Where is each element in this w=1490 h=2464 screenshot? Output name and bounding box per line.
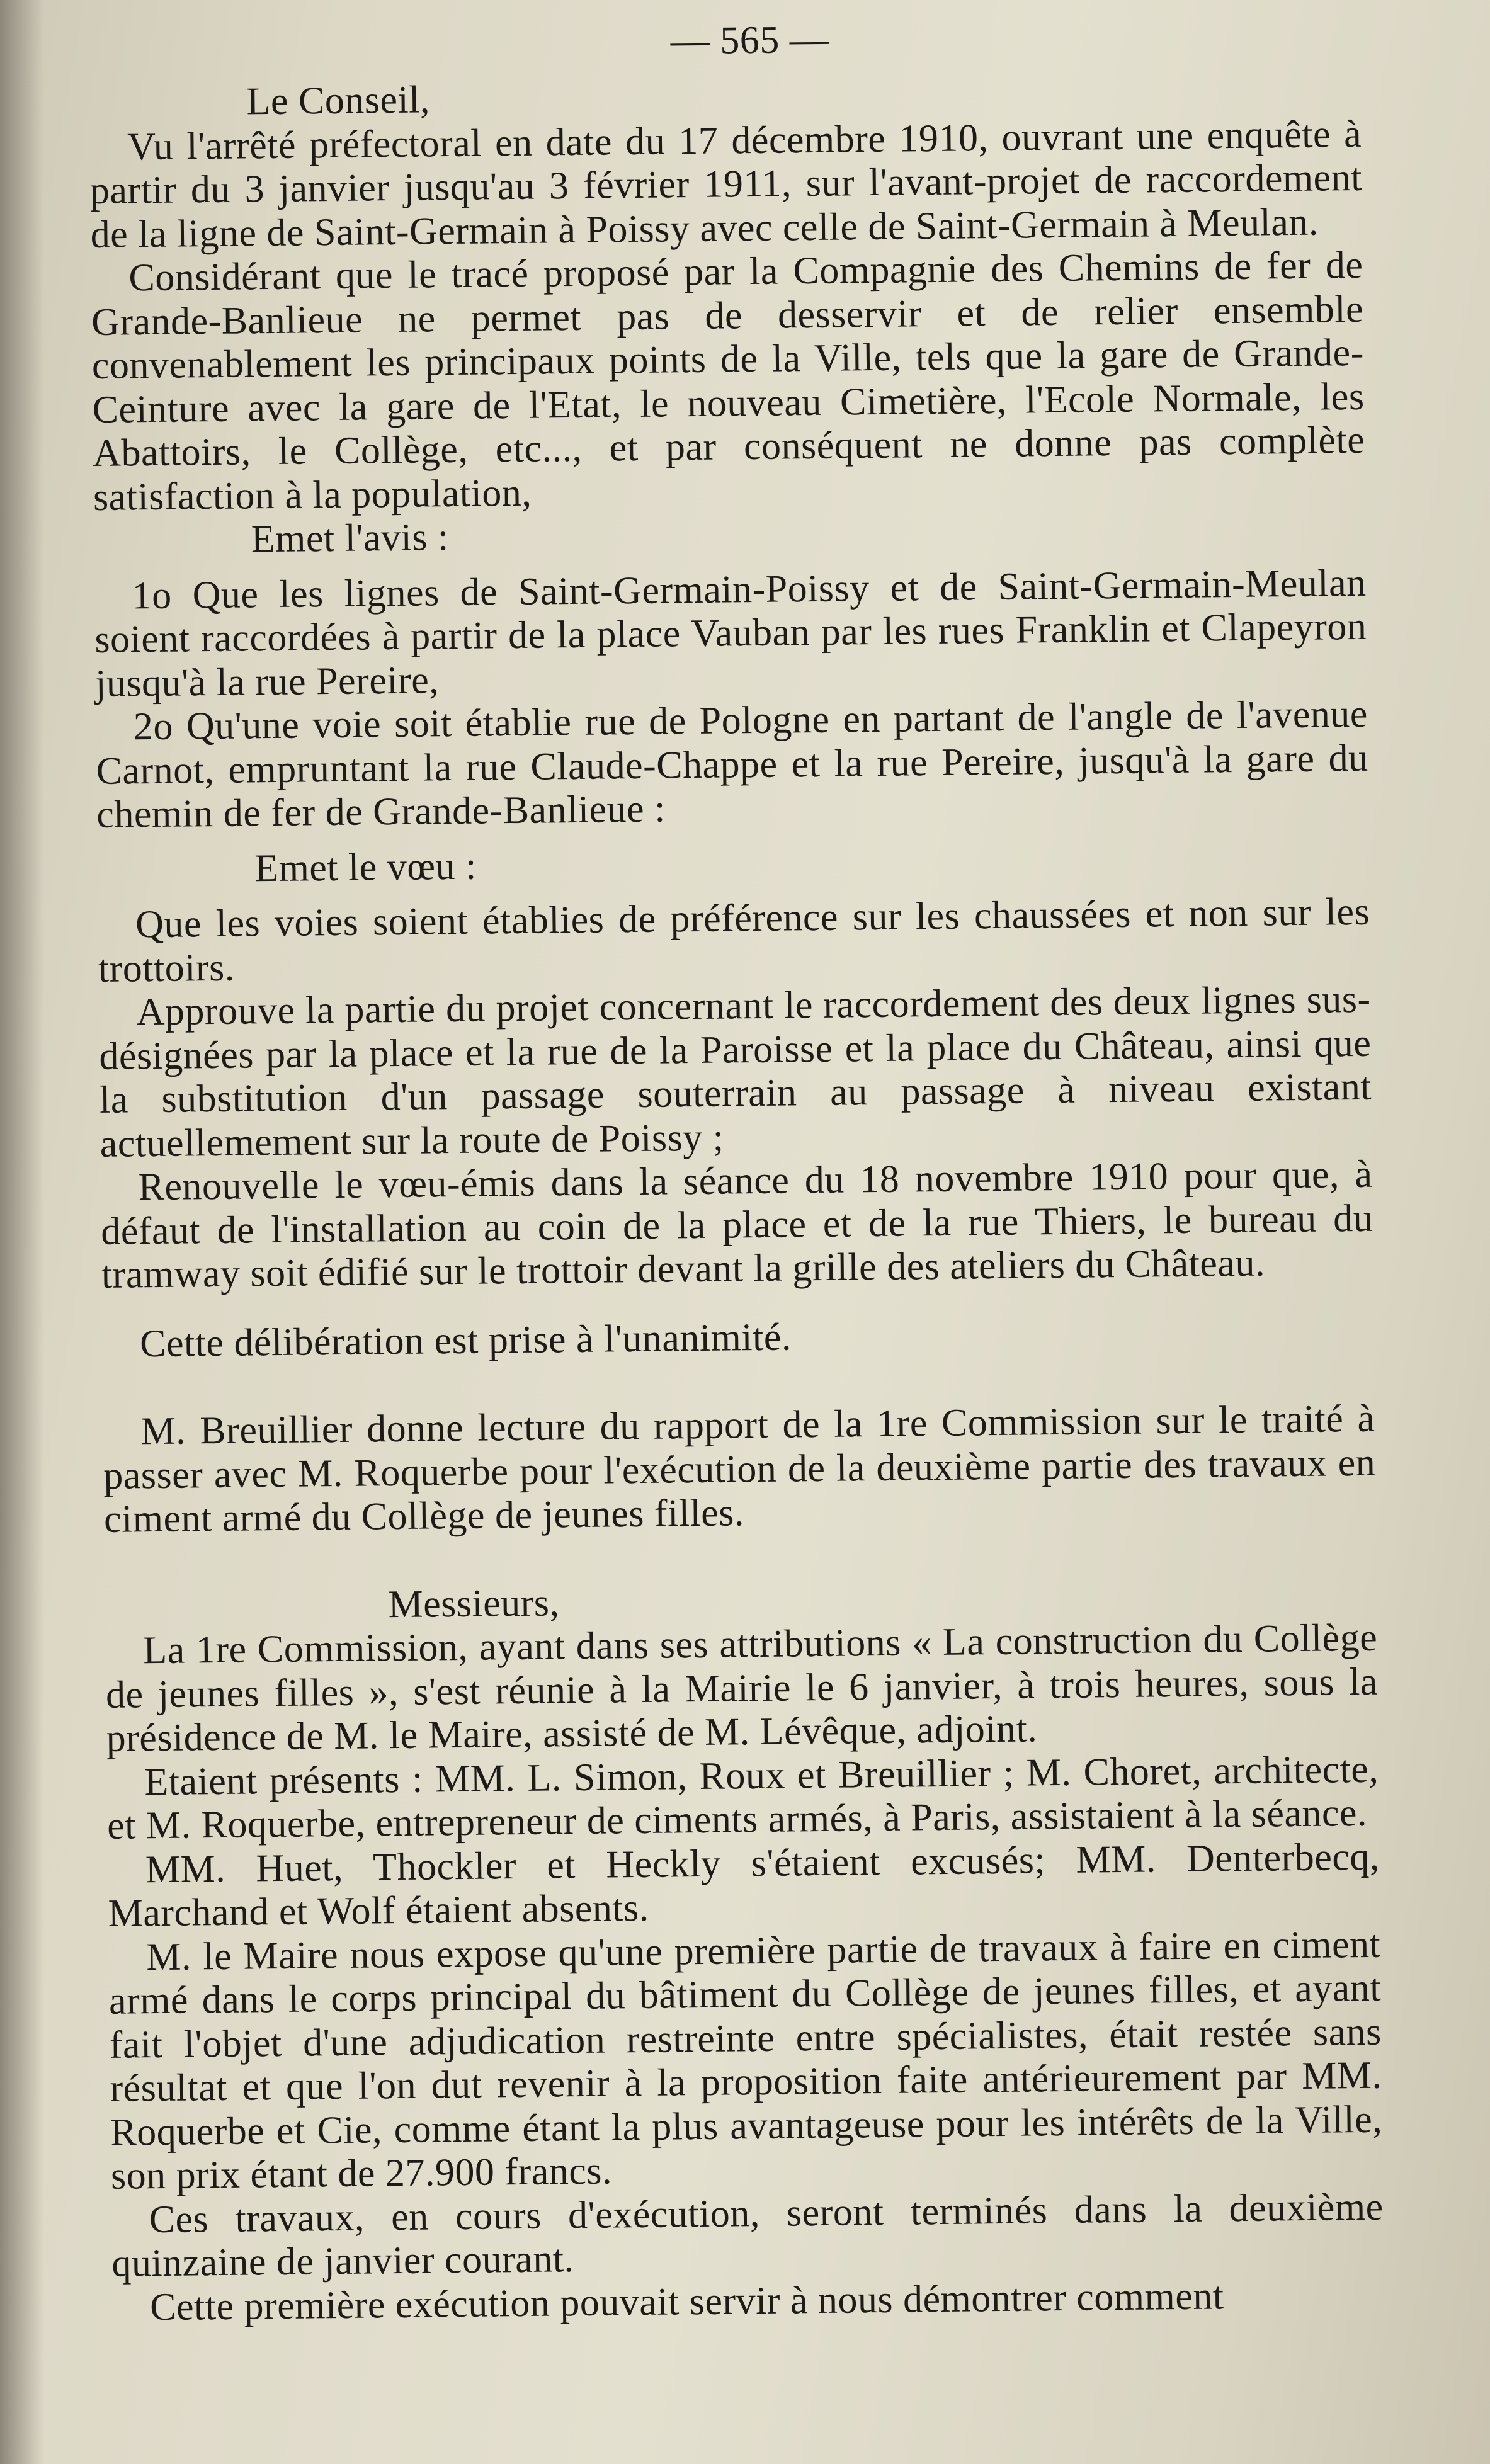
paragraph-excuses: MM. Huet, Thockler et Heckly s'étaient excusés; MM. Denterbecq, Marchand et Wolf étaient absents. [108, 1835, 1380, 1935]
paragraph-commission: La 1re Commission, ayant dans ses attributions « La construction du Collège de jeunes filles », s'est réunie à la Mairie le 6 janvier, à trois heures, sous la présidence de M. le Maire, assisté de M. Lévêque, adjoint. [105, 1616, 1379, 1760]
paragraph-maire-expose: M. le Maire nous expose qu'une première partie de travaux à faire en ciment armé dans le corps principal du bâtiment du Collège de jeunes filles, et ayant fait l'objet d'une adjudication restreinte entre spécialistes, était restée sans résultat et que l'on dut revenir à la proposition faite antérieurement par MM. Roquerbe et Cie, comme étant la plus avantageuse pour les intérêts de la Ville, son prix étant de 27.900 francs. [108, 1922, 1383, 2198]
messieurs-heading: Messieurs, [388, 1581, 560, 1626]
paragraph-unanimite: Cette délibération est prise à l'unanimité. [139, 1315, 792, 1365]
paragraph-approuve: Approuve la partie du projet concernant le raccordement des deux lignes sus-désignées par la place et la rue de la Paroisse et la place du Château, ainsi que la substitution d'un passage souterrain au passage à niveau existant actuellemement sur la route de Poissy ; [99, 977, 1372, 1166]
paragraph-considerant: Considérant que le tracé proposé par la Compagnie des Chemins de fer de Grande-Banlieue ne permet pas de desservir et de relier ensemble convenablement les principaux points de la Ville, tels que la gare de Grande-Ceinture avec la gare de l'Etat, le nouveau Cimetière, l'Ecole Normale, les Abattoirs, le Collège, etc..., et par conséquent ne donne pas complète satisfaction à la population, [91, 243, 1365, 519]
avis-heading: Emet l'avis : [251, 516, 449, 561]
paragraph-renouvelle: Renouvelle le vœu-émis dans la séance du 18 novembre 1910 pour que, à défaut de l'installation au coin de la place et de la rue Thiers, le bureau du tramway soit édifié sur le trottoir devant la grille des ateliers du Château. [100, 1152, 1373, 1297]
paragraph-cette: Cette première exécution pouvait servir à nous démontrer comment [149, 2274, 1224, 2329]
voeu-heading: Emet le vœu : [254, 844, 477, 890]
paragraph-avis-2: 2o Qu'une voie soit établie rue de Pologne en partant de l'angle de l'avenue Carnot, empruntant la rue Claude-Chappe et la rue Pereire, jusqu'à la gare du chemin de fer de Grande-Banlieue : [96, 692, 1368, 836]
page-text [88, 0, 1384, 2330]
conseil-heading: Le Conseil, [246, 78, 431, 123]
paragraph-voeu: Que les voies soient établies de préférence sur les chaussées et non sur les trottoirs. [98, 890, 1370, 991]
paragraph-presents: Etaient présents : MM. L. Simon, Roux et Breuillier ; M. Choret, architecte, et M. Roquerbe, entrepreneur de ciments armés, à Paris, assistaient à la séance. [106, 1747, 1379, 1848]
paragraph-travaux: Ces travaux, en cours d'exécution, seront terminés dans la deuxième quinzaine de janvier courant. [111, 2185, 1384, 2285]
paragraph-vu: Vu l'arrêté préfectoral en date du 17 décembre 1910, ouvrant une enquête à partir du 3 janvier jusqu'au 3 février 1911, sur l'avant-projet de raccordement de la ligne de Saint-Germain à Poissy avec celle de Saint-Germain à Meulan. [89, 112, 1363, 256]
binding-shadow [0, 0, 44, 2464]
paragraph-avis-1: 1o Que les lignes de Saint-Germain-Poissy et de Saint-Germain-Meulan soient raccordées à partir de la place Vauban par les rues Franklin et Clapeyron jusqu'à la rue Pereire, [94, 561, 1367, 705]
paragraph-lecture: M. Breuillier donne lecture du rapport de la 1re Commission sur le traité à passer avec M. Roquerbe pour l'exécution de la deuxième partie des travaux en ciment armé du Collège de jeunes filles. [103, 1397, 1376, 1541]
page-number: — 565 — [670, 18, 829, 63]
